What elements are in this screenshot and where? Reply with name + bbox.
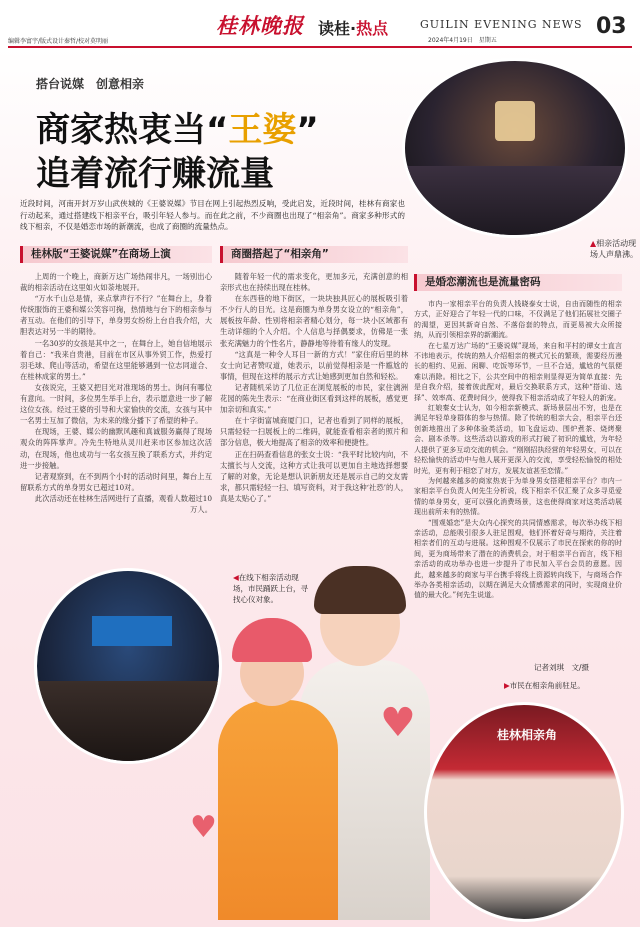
headline-line-2: 追着流行赚流量	[36, 154, 274, 194]
section-body-3: 市内一家相亲平台的负责人钱晓泰女士说，自由而随性的相亲方式，正好迎合了年轻一代的口味，不仅满足了他们拓展社交圈子的渴望，更因其新奇自然、不落俗套的特点，而更易被大众所接纳，从而引领相亲界的新潮流。 在七星万达广场的“王婆说媒”现场，来自和平村的谭女士直言不讳地表示，传统的熟人介绍相亲的模式冗长的繁琐，需要经历漫长的相约、见面、闲聊、吃饭等环节，一旦不合适，尴尬的气氛便难以消除。相比之下，公共空间中的相亲则显得更为简单直接：先是自我介绍，接着彼此配对，最后交换联系方式，这种“搭讪、选择”、效率高、花费时间少，使得我下相亲活动成了年轻人的新宠。 红娘秦女士认为，如今相亲新模式、新场景层出不穷，也是在满足年轻单身群体的参与热情。除了传统的相亲大会，相亲平台还创新地推出了多种体验类活动，如飞盘运动、围炉煮茶、烧烤聚会、剧本杀等。这些活动以游戏的形式打破了初识的尴尬，为年轻人提供了更多互动交流的机会。“刚刚招执经营的年轻男女，可以在轻松愉快的活动中与他人展开更深入的交流，享受轻松愉悦的相处时光，更有利于相恋了对方，发展友谊甚至恋情。” 为何越来越多的商家热衷于为单身男女搭建相亲平台？市内一家相亲平台负责人何先生分析说，线下相亲不仅汇聚了众多寻觅爱情的单身男女，更可以强化消费场景，这也使得商家对这类活动展现出前所未有的热情。 “围观婚恋”是大众内心探究的共同情感需求，每次举办线下相亲活动，总能吸引很多人驻足围观，他们怀着好奇与期待，关注着相亲者们的互动与进展。这种围观不仅展示了市民在探索的你的时间，更为商场带来了潜在的消费机会，对于相亲平台而言，线下相亲活动的成功举办也进一步提升了市民加入平台会员的意愿。因此，越来越多的商家与平台携手将线上资源转向线下，与商场合作举办各类相亲活动，以期在满足大众情感需求的同时，实现商业价值的最大化。”何先生说道。	[414, 300, 622, 600]
english-title: GUILIN EVENING NEWS	[420, 18, 583, 31]
lead-paragraph: 近段时间，河南开封万岁山武侠城的《王婆说媒》节目在网上引起热烈反响，受此启发，近段时间，桂林有商家也行动起来，通过搭建线下相亲平台，吸引年轻人参与。而在此之前，不少商圈也出现了“相亲角”。商家多种形式的线下相亲，不仅是婚恋市场的新潮流，也成了商圈的流量热点。	[20, 199, 405, 231]
photo-stage-event	[34, 568, 222, 764]
header-rule	[8, 46, 632, 48]
section-heading-1: 桂林版“王婆说媒”在商场上演	[20, 246, 212, 263]
heart-icon: ♥	[380, 700, 416, 746]
headline-line-1: 商家热衷当“王婆”	[36, 110, 319, 150]
section-heading-2: 商圈搭起了“相亲角”	[220, 246, 408, 263]
page-number: 03	[596, 14, 627, 39]
caption-board-photo: ▶市民在相亲角前驻足。	[504, 681, 585, 690]
article-column-2	[220, 246, 408, 504]
photo-matchmaking-board	[424, 702, 624, 922]
article-column-3	[414, 274, 622, 601]
byline: 记者刘琪 文/摄	[534, 663, 590, 672]
section-body-2: 随着年轻一代的需求变化，更加多元，充满创意的相亲形式也在持续出现在桂林。 在东西巷的地下街区，一块块独具匠心的展板吸引着不少行人的目光。这是商圈为单身男女设立的“相亲角”，展板按年龄、性别将相亲者精心划分，每一块小区域都有生动详细的个人介绍。个人信息与择偶要求，仿佛是一张张充满魅力的个性名片，静静地等待着有缘人的发现。 “这真是一种令人耳目一新的方式！”家住府后里的林女士向记者赞叹道，她表示，以前觉得相亲是一件尴尬的事情，但现在这样的展示方式让她感到更加自然和轻松。 记者随机采访了几位正在浏览展板的市民，家住漓洲花园的陈先生表示：“在商业街区看到这样的展板，感觉更加亲切和真实。” 在十字街富城商厦门口，记者也看到了同样的展板，只需轻轻一扫展板上的二维码，就能查看相亲者的照片和部分信息，极大地提高了相亲的效率和便捷性。 正在扫码查看信息的张女士说：“我平时比较内向，不太擅长与人交流，这种方式让我可以更加自主地选择想要了解的对象，无论是想认识新朋友还是展示自己的交友需求，都只需轻轻一扫、填写资料，对于我这种‘社恐’的人，真是太贴心了。”	[220, 272, 408, 503]
caption-stage-photo: ◀在线下相亲活动现场，市民踊跃上台，寻找心仪对象。	[233, 573, 308, 604]
board-banner: 桂林相亲角	[496, 728, 557, 742]
issue-date: 2024年4月19日 星期五	[428, 37, 497, 44]
photo-event-crowd	[402, 58, 628, 238]
headline-tagline: 搭台说媒 创意相亲	[36, 77, 145, 91]
illustration-girl-body	[218, 700, 338, 920]
section-heading-3: 是婚恋潮流也是流量密码	[414, 274, 622, 291]
editor-credits: 编辑李富宇/版式设计秦哲/校对莫明丽	[8, 38, 109, 45]
caption-top-photo: ▲相亲活动现场人声鼎沸。	[590, 239, 638, 259]
heart-icon: ♥	[190, 810, 217, 845]
section-body-1: 上周的一个晚上，商新万达广场热闹非凡，一场别出心裁的相亲活动在这里如火如荼地展开。 “万水千山总是情，来点掌声行不行？”在舞台上，身着传统服饰的王婆和媒公笑容可掬，热情地与台下的相亲参与者互动。在他们的引导下，单身男女纷纷上台自我介绍，大胆表达对另一半的期待。 一名30岁的女孩是其中之一，在舞台上，她自信地展示着自己：“我来自贵港，目前在市区从事外贸工作，热爱打羽毛球、爬山等活动，希望在这里能够遇到一位志同道合、在桂林成家的男士。” 女孩说完，王婆又把目光对准现场的男士。询问有哪位有意向。一时间，多位男生举手上台，表示愿意进一步了解这位女孩。经过王婆的引导和大家愉快的交流，女孩与其中一名男士互加了微信，为未来的缘分播下了希望的种子。 在现场，王婆、媒公的幽默风趣和真诚服务赢得了现场观众的阵阵掌声。冷先生特地从灵川赶来市区参加这次活动，在现场，他也成功与一名女孩互换了联系方式，并约定进一步接触。 记者观察到，在不到两个小时的活动时间里，舞台上互留联系方式的单身男女已超过10对。 此次活动还在桂林生活网进行了直播，观看人数超过10万人。	[20, 272, 212, 514]
masthead: 桂林晚报	[216, 13, 304, 38]
section-name: 读桂·热点	[318, 19, 389, 38]
article-column-1	[20, 246, 212, 515]
